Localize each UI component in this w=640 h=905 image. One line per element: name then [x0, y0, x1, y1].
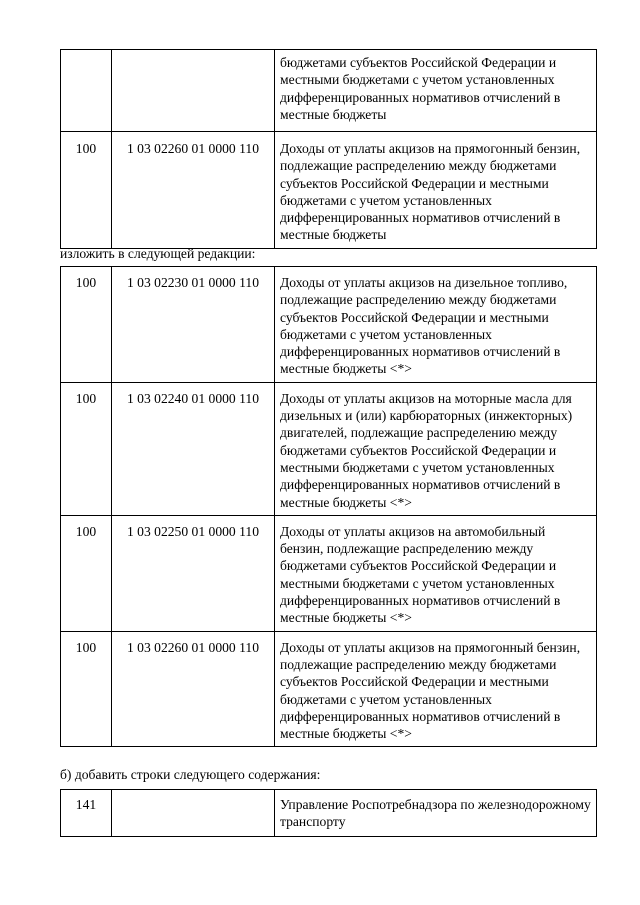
- continued-table: [60, 49, 597, 249]
- revenue-code-cell: 1 03 02260 01 0000 110: [112, 631, 275, 747]
- description-cell: Доходы от уплаты акцизов на дизельное топливо, подлежащие распределению между бюджетами субъектов Российской Федерации и местными бюджетами с учетом установленных дифференцированных нормативов отчислений в местные бюджеты <*>: [275, 267, 597, 383]
- description-cell: Доходы от уплаты акцизов на прямогонный бензин, подлежащие распределению между бюджетами субъектов Российской Федерации и местными бюджетами с учетом установленных дифференцированных нормативов отчислений в местные бюджеты <*>: [275, 631, 597, 747]
- admin-code-cell: 141: [61, 790, 112, 837]
- admin-code-cell: 100: [61, 132, 112, 249]
- description-cell: Доходы от уплаты акцизов на моторные масла для дизельных и (или) карбюраторных (инжекторных) двигателей, подлежащие распределению между бюджетами субъектов Российской Федерации и местными бюджетами с учетом установленных дифференцированных нормативов отчислений в местные бюджеты <*>: [275, 382, 597, 515]
- added-rows-table: [60, 789, 597, 837]
- revenue-code-cell: [112, 50, 275, 132]
- instruction-paragraph: б) добавить строки следующего содержания:: [60, 767, 321, 782]
- admin-code-cell: 100: [61, 382, 112, 515]
- revenue-code-cell: 1 03 02260 01 0000 110: [112, 132, 275, 249]
- description-cell: Управление Роспотребнадзора по железнодорожному транспорту: [275, 790, 597, 837]
- revenue-code-cell: [112, 790, 275, 837]
- description-cell: Доходы от уплаты акцизов на автомобильный бензин, подлежащие распределению между бюджетами субъектов Российской Федерации и местными бюджетами с учетом установленных дифференцированных нормативов отчислений в местные бюджеты <*>: [275, 515, 597, 631]
- revenue-code-cell: 1 03 02240 01 0000 110: [112, 382, 275, 515]
- description-cell: бюджетами субъектов Российской Федерации и местными бюджетами с учетом установленных дифференцированных нормативов отчислений в местные бюджеты: [275, 50, 597, 132]
- admin-code-cell: 100: [61, 515, 112, 631]
- table-row: [61, 790, 597, 837]
- admin-code-cell: 100: [61, 267, 112, 383]
- revenue-code-cell: 1 03 02230 01 0000 110: [112, 267, 275, 383]
- new-edition-table: [60, 266, 597, 747]
- description-cell: Доходы от уплаты акцизов на прямогонный бензин, подлежащие распределению между бюджетами субъектов Российской Федерации и местными бюджетами с учетом установленных дифференцированных нормативов отчислений в местные бюджеты: [275, 132, 597, 249]
- admin-code-cell: [61, 50, 112, 132]
- table-row: [61, 631, 597, 747]
- table-row: [61, 50, 597, 132]
- instruction-paragraph: изложить в следующей редакции:: [60, 246, 256, 261]
- table-row: [61, 267, 597, 383]
- table-row: [61, 515, 597, 631]
- admin-code-cell: 100: [61, 631, 112, 747]
- table-row: [61, 132, 597, 249]
- revenue-code-cell: 1 03 02250 01 0000 110: [112, 515, 275, 631]
- table-row: [61, 382, 597, 515]
